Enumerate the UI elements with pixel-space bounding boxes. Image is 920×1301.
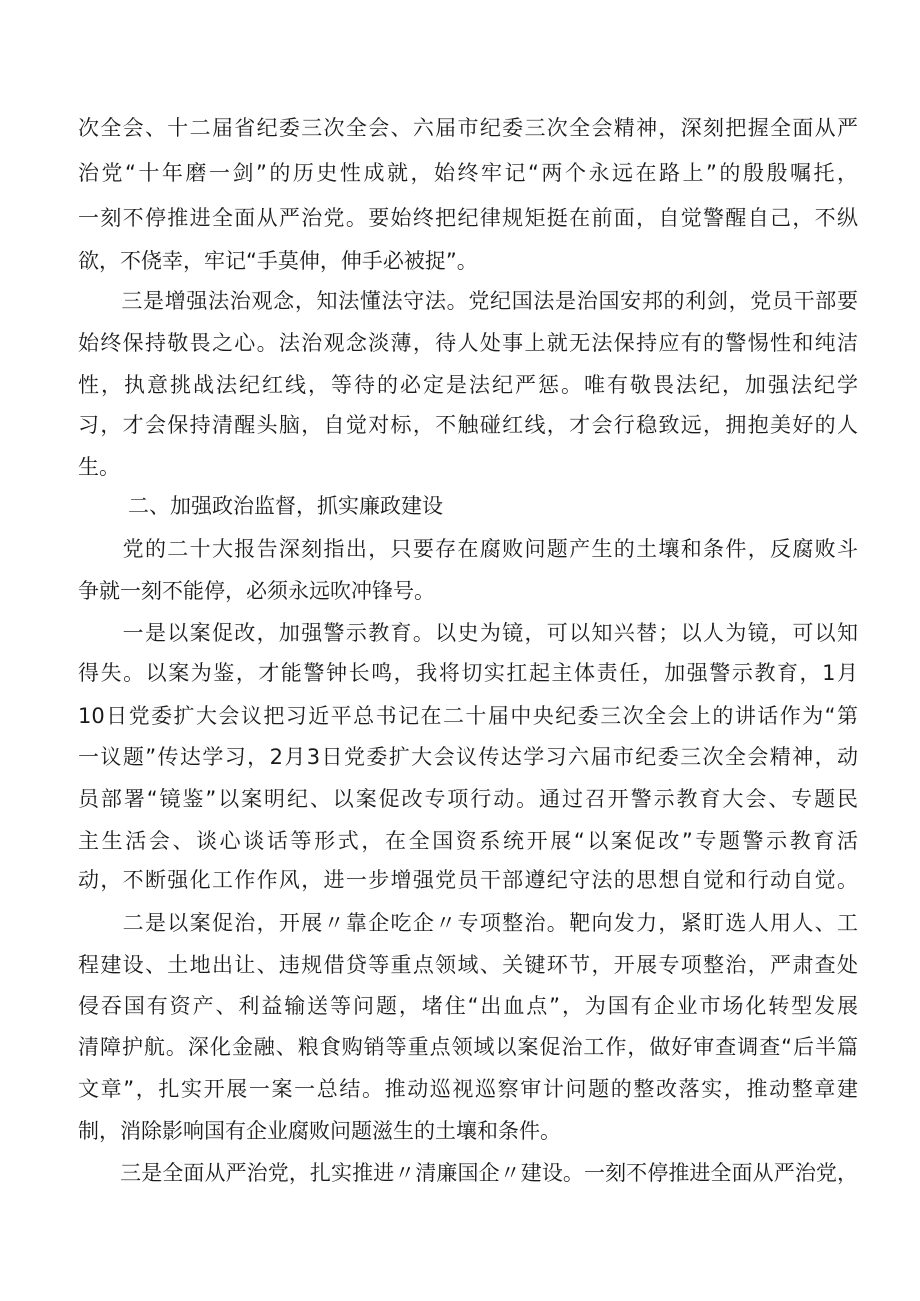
- text-line: 10日党委扩大会议把习近平总书记在二十届中央纪委三次全会上的讲话作为“第: [78, 704, 858, 728]
- text-line: 生。: [78, 455, 120, 479]
- paragraph-first-line: 二是以案促治，开展〃靠企吃企〃专项整治。靶向发力，紧盯选人用人、工: [78, 911, 858, 935]
- text-line: 争就一刻不能停，必须永远吹冲锋号。: [78, 579, 435, 603]
- text-line: 制，消除影响国有企业腐败问题滋生的土壤和条件。: [78, 1119, 561, 1143]
- text-line: 始终保持敬畏之心。法治观念淡薄，待人处事上就无法保持应有的警惕性和纯洁: [78, 331, 858, 355]
- text-line: 性，执意挑战法纪红线，等待的必定是法纪严惩。唯有敬畏法纪，加强法纪学: [78, 373, 858, 397]
- text-line: 欲，不侥幸，牢记“手莫伸，伸手必被捉”。: [78, 249, 478, 273]
- paragraph-first-line: 三是全面从严治党，扎实推进〃清廉国企〃建设。一刻不停推进全面从严治党，: [78, 1161, 858, 1185]
- text-line: 治党“十年磨一剑”的历史性成就，始终牢记“两个永远在路上”的殷殷嘱托，: [78, 161, 858, 185]
- section-heading: 二、加强政治监督，抓实廉政建设: [128, 494, 443, 518]
- text-line: 得失。以案为鉴，才能警钟长鸣，我将切实扛起主体责任，加强警示教育，1月: [78, 661, 858, 685]
- text-line: 清障护航。深化金融、粮食购销等重点领域以案促治工作，做好审查调查“后半篇: [78, 1035, 858, 1059]
- text-line: 文章”，扎实开展一案一总结。推动巡视巡察审计问题的整改落实，推动整章建: [78, 1077, 858, 1101]
- text-line: 主生活会、谈心谈话等形式，在全国资系统开展“以案促改”专题警示教育活: [78, 829, 858, 853]
- text-line: 习，才会保持清醒头脑，自觉对标，不触碰红线，才会行稳致远，拥抱美好的人: [78, 413, 858, 437]
- text-line: 程建设、土地出让、违规借贷等重点领域、关键环节，开展专项整治，严肃查处: [78, 953, 858, 977]
- text-line: 一刻不停推进全面从严治党。要始终把纪律规矩挺在前面，自觉警醒自己，不纵: [78, 206, 858, 230]
- text-line: 动，不断强化工作作风，进一步增强党员干部遵纪守法的思想自觉和行动自觉。: [78, 868, 858, 892]
- text-line: 侵吞国有资产、利益输送等问题，堵住“出血点”，为国有企业市场化转型发展: [78, 994, 858, 1018]
- paragraph-first-line: 三是增强法治观念，知法懂法守法。党纪国法是治国安邦的利剑，党员干部要: [78, 289, 858, 313]
- paragraph-first-line: 一是以案促改，加强警示教育。以史为镜，可以知兴替；以人为镜，可以知: [78, 621, 858, 645]
- text-line: 次全会、十二届省纪委三次全会、六届市纪委三次全会精神，深刻把握全面从严: [78, 116, 858, 140]
- paragraph-first-line: 党的二十大报告深刻指出，只要存在腐败问题产生的土壤和条件，反腐败斗: [78, 537, 858, 561]
- text-line: 一议题”传达学习，2月3日党委扩大会议传达学习六届市纪委三次全会精神，动: [78, 745, 858, 769]
- text-line: 员部署“镜鉴”以案明纪、以案促改专项行动。通过召开警示教育大会、专题民: [78, 787, 858, 811]
